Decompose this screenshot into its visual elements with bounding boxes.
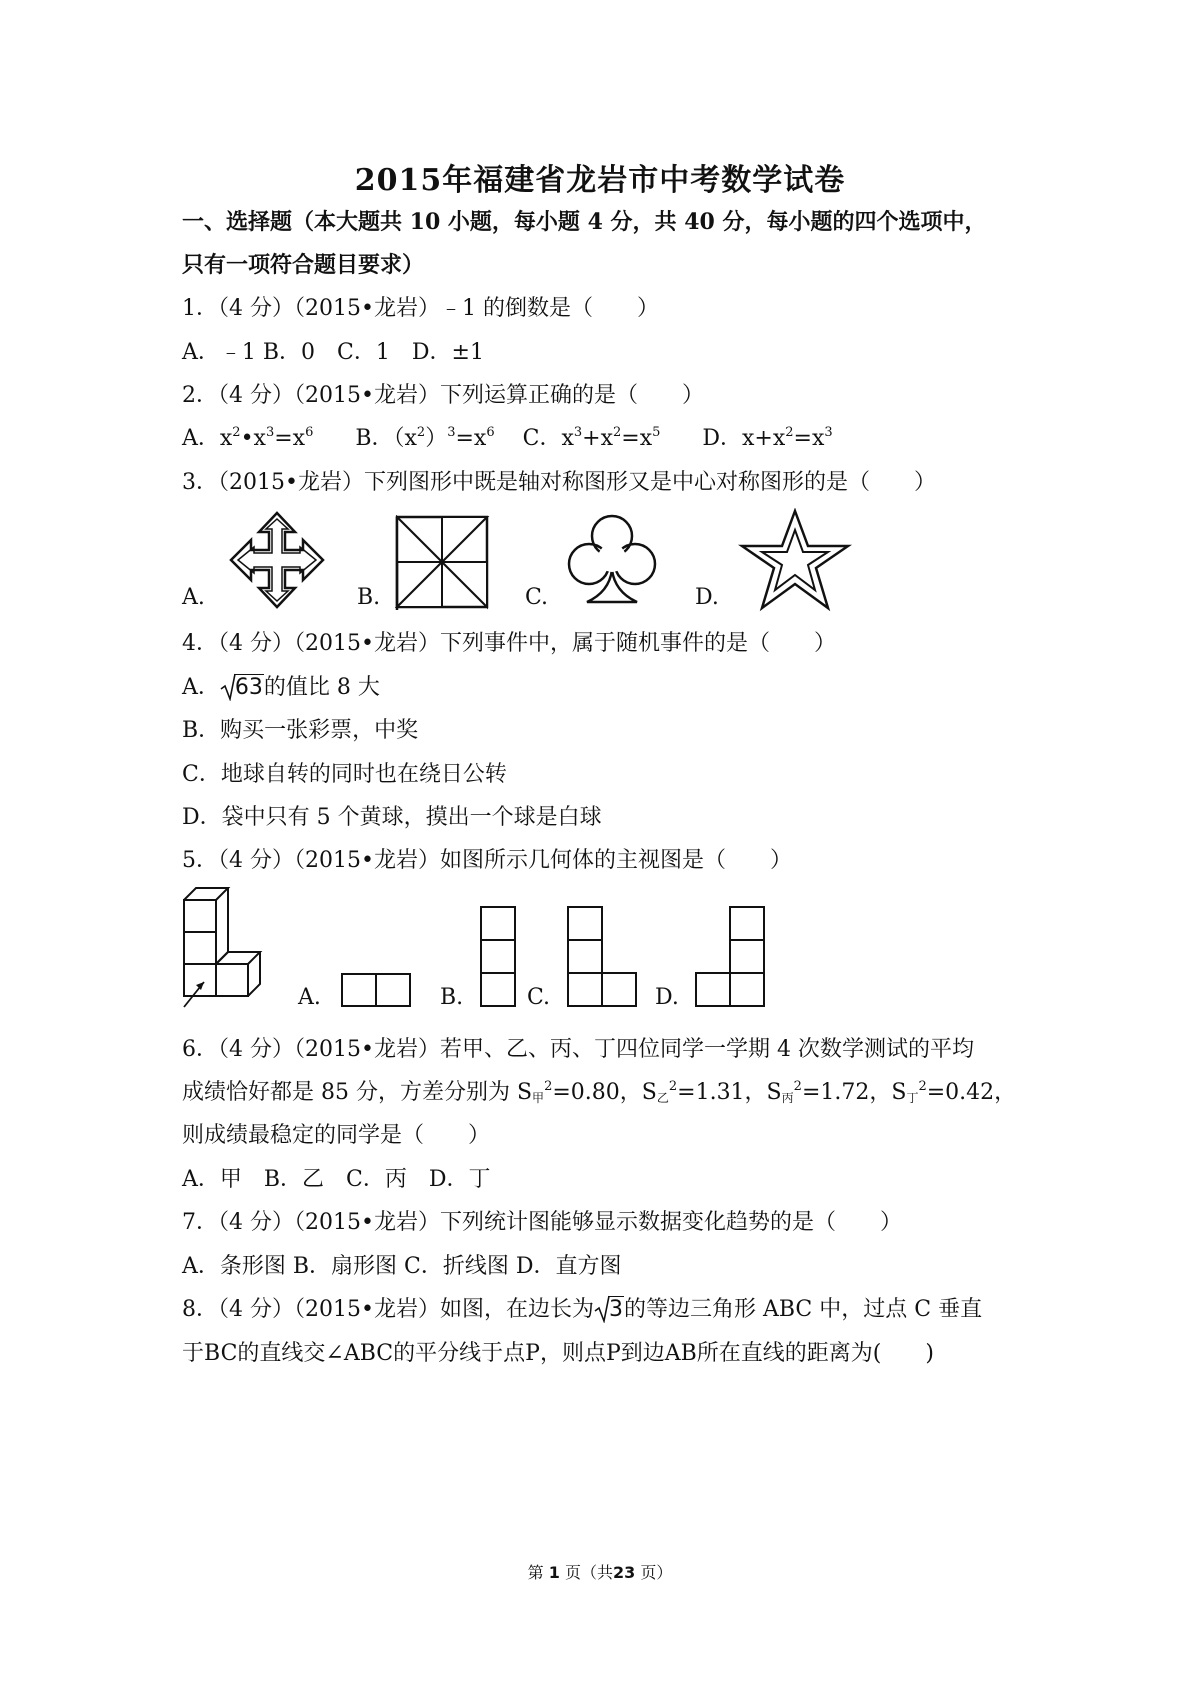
- q2-options: [182, 421, 1042, 452]
- section-heading-line-2: 只有一项符合题目要求）: [182, 252, 425, 278]
- q5-stem: 5．（4 分）（2015•龙岩）如图所示几何体的主视图是（ ）: [182, 848, 792, 873]
- q4-option-d: D．袋中只有 5 个黄球，摸出一个球是白球: [182, 805, 602, 830]
- q5-label-a: A.: [298, 985, 321, 1010]
- q7-stem: 7．（4 分）（2015•龙岩）下列统计图能够显示数据变化趋势的是（ ）: [182, 1210, 902, 1235]
- q4-option-a: A． 63的值比 8 大: [182, 675, 380, 700]
- q6-stem-line-3: 则成绩最稳定的同学是（ ）: [182, 1123, 491, 1148]
- q6-options: A．甲 B．乙 C．丙 D．丁: [182, 1167, 491, 1192]
- exam-title: 2015年福建省龙岩市中考数学试卷: [354, 163, 846, 198]
- q3-figure-d-double-star: [738, 508, 853, 613]
- q3-label-b: B.: [357, 585, 381, 610]
- q7-options: A．条形图 B．扇形图 C．折线图 D．直方图: [182, 1254, 622, 1279]
- q1-options: A．﹣1 B．0 C．1 D．±1: [182, 340, 484, 365]
- q5-option-b-view: [479, 905, 517, 1008]
- q5-label-b: B.: [440, 985, 464, 1010]
- q6-stem-line-1: 6．（4 分）（2015•龙岩）若甲、乙、丙、丁四位同学一学期 4 次数学测试的平均: [182, 1037, 974, 1062]
- q3-figure-b-pinwheel: [395, 515, 495, 610]
- q1-stem: 1．（4 分）（2015•龙岩）﹣1 的倒数是（ ）: [182, 296, 659, 321]
- q5-option-c-view: [566, 905, 638, 1008]
- q2-option-c: C．$x^3+x^2=x^5$: [522, 425, 661, 451]
- q3-label-a: A.: [182, 585, 205, 610]
- q5-option-a-view: [340, 972, 412, 1008]
- q5-label-d: D.: [655, 985, 679, 1010]
- q2-option-a: A．$x^2•x^3=x^6$: [182, 425, 314, 451]
- sqrt-symbol: 3: [594, 1297, 624, 1322]
- section-heading-line-1: 一、选择题（本大题共 10 小题，每小题 4 分，共 40 分，每小题的四个选项中，: [182, 209, 987, 235]
- q5-label-c: C.: [527, 985, 551, 1010]
- q3-label-c: C.: [525, 585, 549, 610]
- q4-option-b: B．购买一张彩票，中奖: [182, 718, 419, 743]
- q2-option-b: B．$(x^2)^3=x^6$: [355, 425, 495, 451]
- q8-stem-line-2: 于BC的直线交∠ABC的平分线于点P，则点P到边AB所在直线的距离为( ): [182, 1341, 934, 1366]
- q3-figure-a-cross-arrows: [225, 510, 330, 610]
- sqrt-symbol: 63: [220, 675, 264, 700]
- q3-label-d: D.: [695, 585, 719, 610]
- q6-stem-line-2: 成绩恰好都是 85 分，方差分别为 $S_甲^2=0.80$，$S_乙^2=1.31$，$S_丙^2=1.72$，$S_丁^2=0.42$，: [182, 1079, 1017, 1105]
- q4-option-c: C．地球自转的同时也在绕日公转: [182, 762, 507, 787]
- q5-solid-figure: [182, 885, 272, 1010]
- q3-stem: 3．（2015•龙岩）下列图形中既是轴对称图形又是中心对称图形的是（ ）: [182, 470, 936, 495]
- q2-option-d: D．$x+x^2=x^3$: [702, 425, 833, 451]
- q8-stem-line-1: 8．（4 分）（2015•龙岩）如图，在边长为 3的等边三角形 ABC 中，过点 C 垂直: [182, 1297, 983, 1322]
- q4-stem: 4．（4 分）（2015•龙岩）下列事件中，属于随机事件的是（ ）: [182, 631, 836, 656]
- page-footer: 第 1 页（共23 页）: [527, 1563, 673, 1582]
- q3-figure-c-club: [565, 512, 660, 607]
- q2-stem: 2．（4 分）（2015•龙岩）下列运算正确的是（ ）: [182, 383, 704, 408]
- q5-option-d-view: [694, 905, 766, 1008]
